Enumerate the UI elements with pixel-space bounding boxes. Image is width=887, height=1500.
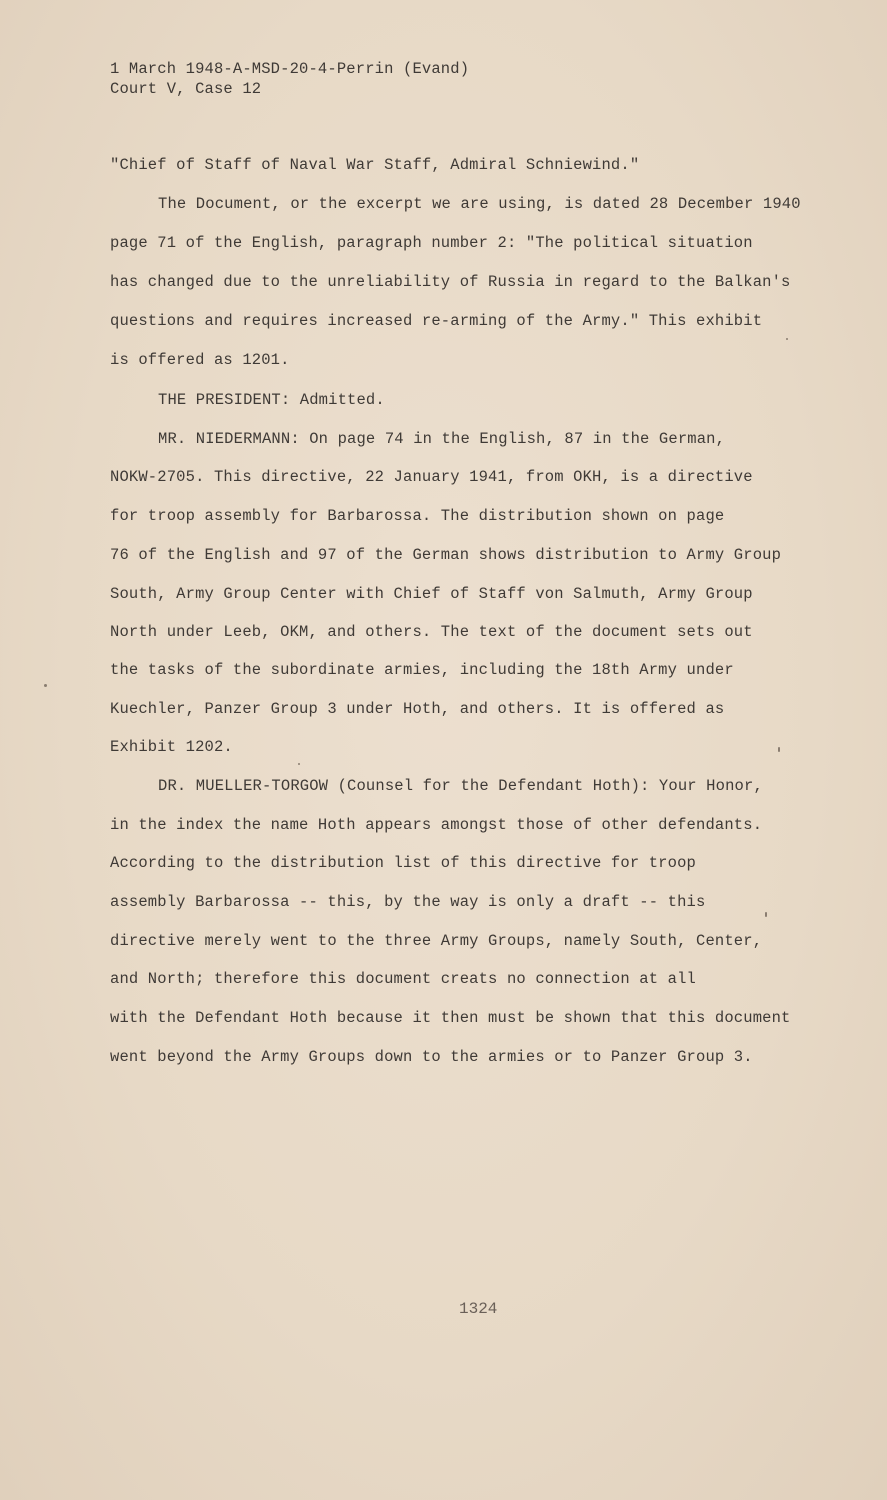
body-line: DR. MUELLER-TORGOW (Counsel for the Defendant Hoth): Your Honor,	[158, 777, 763, 795]
body-line: for troop assembly for Barbarossa. The distribution shown on page	[110, 507, 725, 525]
paper-speck	[778, 747, 780, 752]
paper-speck	[786, 338, 788, 340]
header-line-1: 1 March 1948-A-MSD-20-4-Perrin (Evand)	[110, 60, 470, 78]
body-line: the tasks of the subordinate armies, including the 18th Army under	[110, 661, 734, 679]
paper-speck	[44, 684, 47, 687]
body-line: page 71 of the English, paragraph number 2: "The political situation	[110, 234, 753, 252]
body-line: MR. NIEDERMANN: On page 74 in the English, 87 in the German,	[158, 430, 726, 448]
body-line: THE PRESIDENT: Admitted.	[158, 391, 385, 409]
page-number: 1324	[459, 1300, 498, 1318]
body-line: questions and requires increased re-arming of the Army." This exhibit	[110, 312, 763, 330]
header-line-2: Court V, Case 12	[110, 80, 262, 98]
body-line: "Chief of Staff of Naval War Staff, Admiral Schniewind."	[110, 156, 640, 174]
body-line: 76 of the English and 97 of the German shows distribution to Army Group	[110, 546, 782, 564]
paper-speck	[298, 763, 300, 765]
body-line: in the index the name Hoth appears amongst those of other defendants.	[110, 816, 763, 834]
body-line: assembly Barbarossa -- this, by the way is only a draft -- this	[110, 893, 706, 911]
body-line: and North; therefore this document creats no connection at all	[110, 970, 696, 988]
body-line: North under Leeb, OKM, and others. The text of the document sets out	[110, 623, 753, 641]
body-line: directive merely went to the three Army Groups, namely South, Center,	[110, 932, 763, 950]
body-line: has changed due to the unreliability of Russia in regard to the Balkan's	[110, 273, 791, 291]
body-line: went beyond the Army Groups down to the armies or to Panzer Group 3.	[110, 1048, 753, 1066]
body-line: According to the distribution list of this directive for troop	[110, 854, 696, 872]
body-line: South, Army Group Center with Chief of Staff von Salmuth, Army Group	[110, 585, 753, 603]
body-line: The Document, or the excerpt we are using, is dated 28 December 1940	[158, 195, 801, 213]
body-line: Kuechler, Panzer Group 3 under Hoth, and others. It is offered as	[110, 700, 725, 718]
paper-speck	[765, 912, 767, 917]
body-line: Exhibit 1202.	[110, 738, 233, 756]
body-line: with the Defendant Hoth because it then must be shown that this document	[110, 1009, 791, 1027]
body-line: NOKW-2705. This directive, 22 January 1941, from OKH, is a directive	[110, 468, 753, 486]
body-line: is offered as 1201.	[110, 351, 290, 369]
